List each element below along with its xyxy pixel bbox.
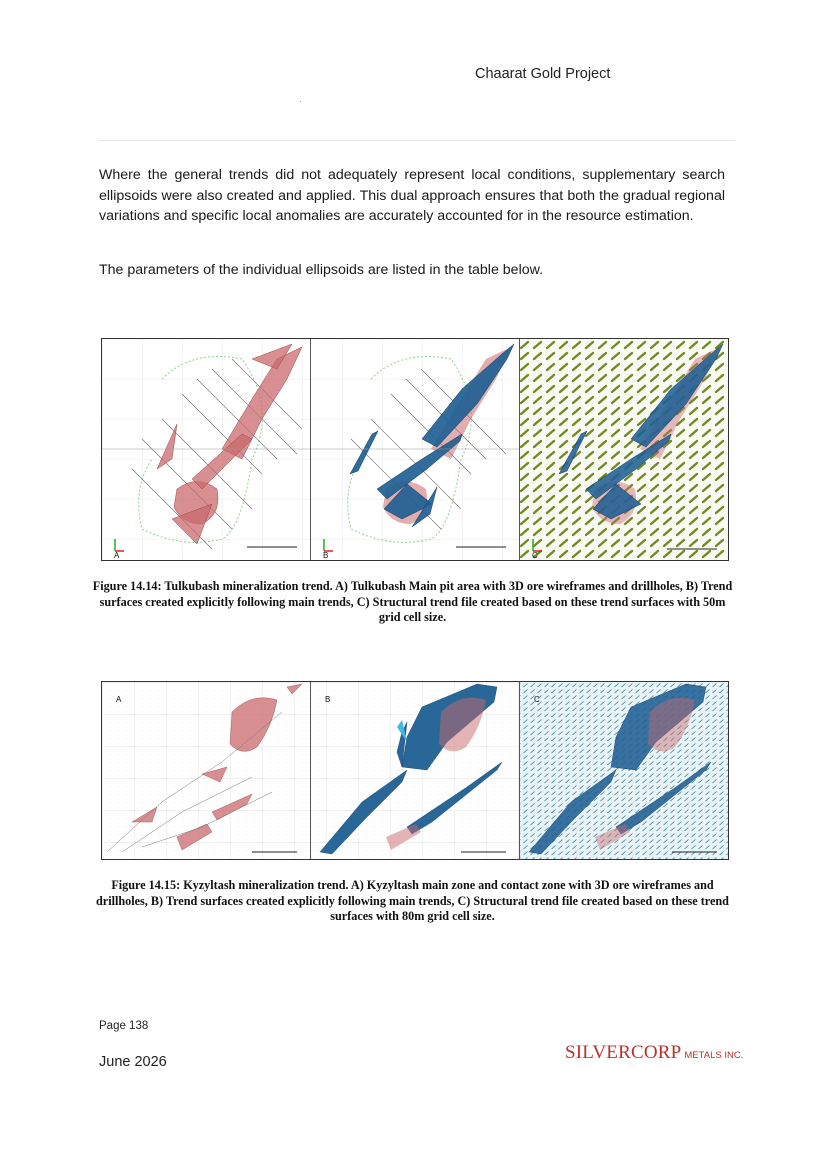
- header-mark: [300, 101, 301, 102]
- body-paragraph-1: Where the general trends did not adequately represent local conditions, supplementary search ellipsoids were also created and applied. This dual approach ensures that both the gradual regional variations and specific local anomalies are accurately accounted for in the resource estimation.: [99, 167, 725, 224]
- logo-subtitle: METALS INC.: [684, 1050, 744, 1061]
- figure-tulkubash-image: [102, 339, 728, 560]
- body-paragraph-2: The parameters of the individual ellipsoids are listed in the table below.: [99, 262, 544, 278]
- panel-a-label-2: A: [116, 695, 122, 704]
- figure-caption-14-14: Figure 14.14: Tulkubash mineralization trend. A) Tulkubash Main pit area with 3D ore wireframes and drillholes, B) Trend surfaces created explicitly following main trends, C) Structural trend file created based on these trend surfaces with 50m grid cell size.: [92, 579, 733, 624]
- panel-b-label: B: [323, 551, 329, 560]
- logo-wordmark: SILVERCORP: [565, 1042, 682, 1063]
- figure-kyzyltash-trend: [101, 681, 729, 860]
- panel-c-label: C: [532, 551, 538, 560]
- panel-b-label-2: B: [325, 695, 331, 704]
- silvercorp-logo: [565, 1042, 743, 1064]
- figure-kyzyltash-image: [102, 682, 728, 859]
- footer-date: June 2026: [99, 1054, 167, 1070]
- header-divider: [98, 140, 735, 141]
- document-header-title: Chaarat Gold Project: [475, 66, 611, 82]
- page-number: Page 138: [99, 1020, 149, 1032]
- figure-caption-14-15: Figure 14.15: Kyzyltash mineralization trend. A) Kyzyltash main zone and contact zone with 3D ore wireframes and drillholes, B) Trend surfaces created explicitly following main trends, C) Structural trend file created based on these trend surfaces with 80m grid cell size.: [96, 878, 729, 923]
- panel-a-label: A: [114, 551, 120, 560]
- figure-tulkubash-trend: [101, 338, 729, 561]
- panel-c-label-2: C: [534, 695, 540, 704]
